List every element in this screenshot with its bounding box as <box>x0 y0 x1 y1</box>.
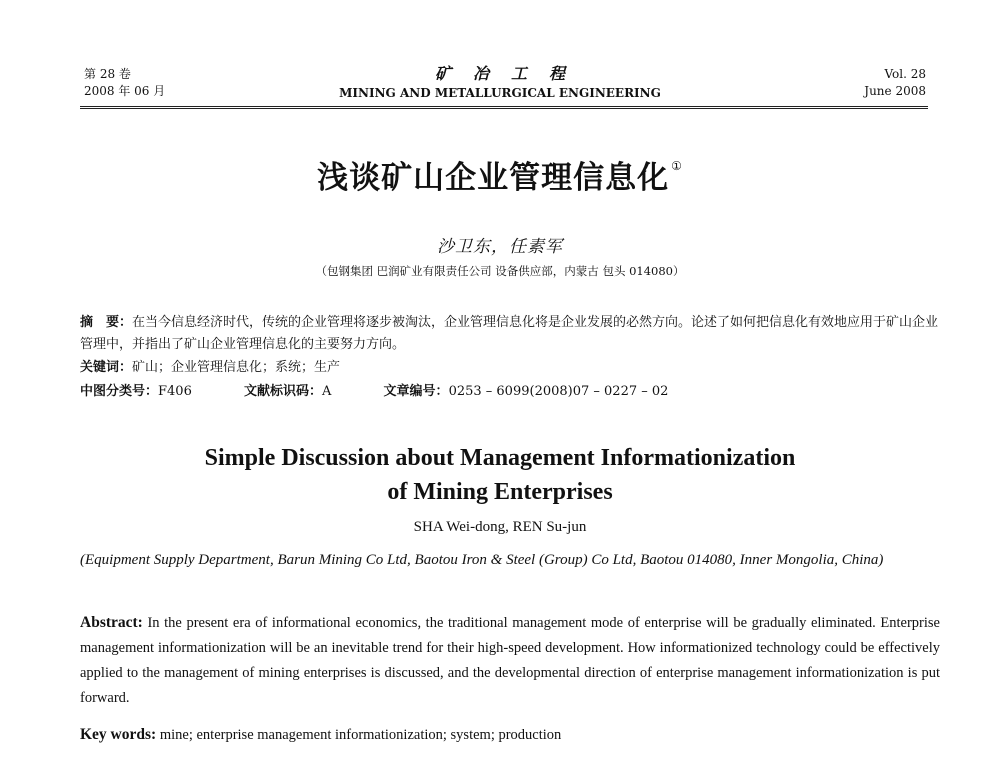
journal-title-cn: 矿冶工程 <box>434 64 587 83</box>
authors-en: SHA Wei-dong, REN Su-jun <box>413 519 587 535</box>
clc-label: 中图分类号： <box>80 384 159 399</box>
title-en-line2: of Mining Enterprises <box>387 479 613 505</box>
journal-title-en: MINING AND METALLURGICAL ENGINEERING <box>339 86 661 100</box>
authors-cn: 沙卫东，任素军 <box>437 237 563 257</box>
keywords-en <box>80 724 940 746</box>
document-code <box>244 381 331 403</box>
keywords-en-text: mine; enterprise management informationization; system; production <box>156 727 562 743</box>
clc-value: F406 <box>158 384 192 399</box>
volume-cn: 第 28 卷 <box>84 67 131 81</box>
article-no-label: 文章编号： <box>383 384 449 399</box>
clc-number <box>80 381 192 403</box>
date-cn: 2008 年 06 月 <box>84 84 166 98</box>
title-en-line1: Simple Discussion about Management Informationization <box>204 445 796 471</box>
article-no-value: 0253 – 6099(2008)07 – 0227 – 02 <box>448 384 669 399</box>
abstract-en-text: In the present era of informational economics, the traditional management mode of enterprise will be gradually eliminated. Enterprise management informationization will be an inevitable trend for their high-speed development. How informationized technology could be effectively applied to the management of mining enterprises is discussed, and the developmental direction of enterprise management informationization is put forward. <box>80 615 940 706</box>
doc-code-label: 文献标识码： <box>244 384 323 399</box>
affiliation-en: (Equipment Supply Department, Barun Mining Co Ltd, Baotou Iron & Steel (Group) Co Ltd, Baotou 014080, Inner Mongolia, China) <box>80 552 884 568</box>
title-footnote-mark: ① <box>671 159 683 173</box>
abstract-cn-label: 摘 要： <box>80 315 133 330</box>
abstract-cn-text: 在当今信息经济时代，传统的企业管理将逐步被淘汰，企业管理信息化将是企业发展的必然方向。论述了如何把信息化有效地应用于矿山企业管理中，并指出了矿山企业管理信息化的主要努力方向。 <box>80 315 939 352</box>
doc-code-value: A <box>322 384 332 399</box>
volume-en: Vol. 28 <box>884 67 926 81</box>
abstract-en <box>80 610 940 711</box>
paper-title-cn <box>0 152 1000 197</box>
paper-title-en <box>0 441 1000 509</box>
keywords-cn-text: 矿山；企业管理信息化；系统；生产 <box>132 360 341 375</box>
affiliation-cn: （包钢集团 巴润矿业有限责任公司 设备供应部，内蒙古 包头 014080） <box>315 264 685 278</box>
header-right <box>864 66 926 100</box>
classification-row <box>80 381 940 403</box>
date-en: June 2008 <box>864 84 926 98</box>
header-divider <box>80 106 928 109</box>
keywords-cn-label: 关键词： <box>80 360 133 375</box>
abstract-cn <box>80 312 940 356</box>
keywords-cn <box>80 357 940 379</box>
abstract-en-label: Abstract: <box>80 614 143 631</box>
header-center <box>300 64 700 100</box>
title-cn-text: 浅谈矿山企业管理信息化 <box>317 160 670 196</box>
keywords-en-label: Key words: <box>80 726 157 743</box>
header-left <box>84 66 165 100</box>
article-number <box>384 381 669 403</box>
